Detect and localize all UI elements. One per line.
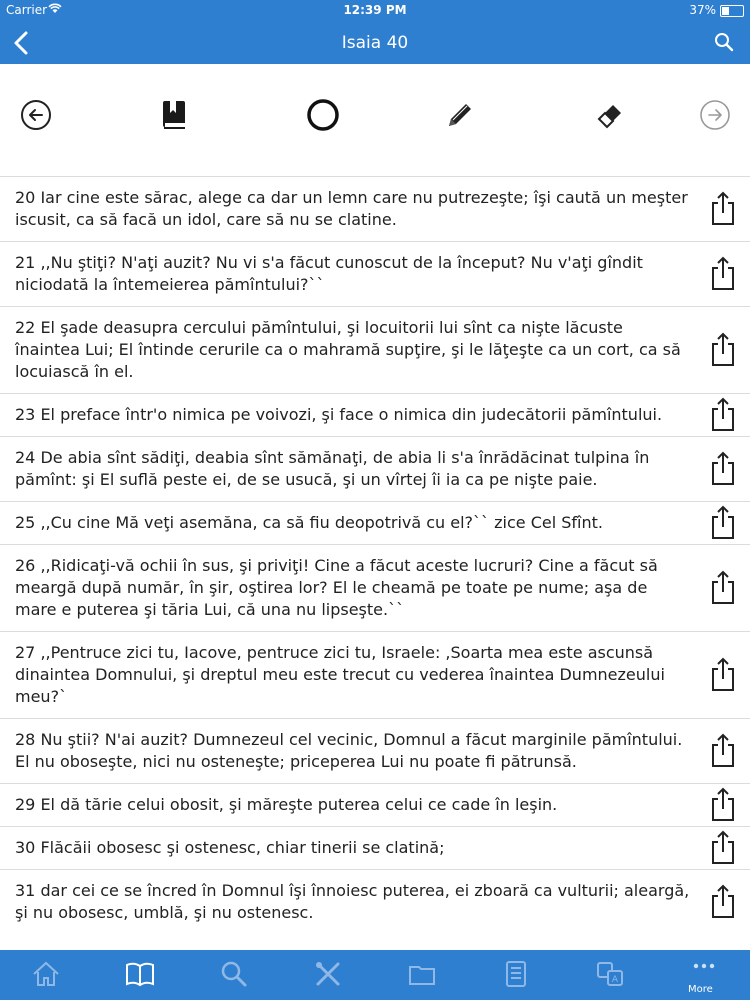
verse-row[interactable]	[0, 501, 750, 544]
tools-icon[interactable]	[310, 956, 346, 992]
verse-row[interactable]	[0, 176, 750, 241]
verse-list[interactable]	[0, 176, 750, 950]
translate-icon[interactable]	[592, 956, 628, 992]
share-icon[interactable]	[710, 569, 736, 605]
verse-row[interactable]	[0, 241, 750, 306]
share-icon[interactable]	[710, 450, 736, 486]
notes-icon[interactable]	[498, 956, 534, 992]
more-tab-label[interactable]: More	[688, 984, 713, 995]
verse-text: 20 Iar cine este sărac, alege ca dar un lemn care nu putrezeşte; îşi caută un meşter iscusit, ca să facă un idol, care să nu se clatine.	[15, 188, 688, 229]
share-icon[interactable]	[710, 656, 736, 692]
verse-text: 30 Flăcăii obosesc şi ostenesc, chiar tinerii se clatină;	[15, 838, 445, 857]
open-book-icon[interactable]	[122, 956, 158, 992]
share-icon[interactable]	[710, 829, 736, 865]
battery-icon	[720, 5, 744, 17]
verse-text: 28 Nu ştii? N'ai auzit? Dumnezeul cel vecinic, Domnul a făcut marginile pămîntului. El nu oboseşte, nici nu osteneşte; priceperea Lui nu poate fi pătrunsă.	[15, 730, 683, 771]
tab-bar	[0, 950, 750, 1000]
share-icon[interactable]	[710, 331, 736, 367]
page-title: Isaia 40	[341, 33, 409, 53]
verse-row[interactable]	[0, 826, 750, 869]
search-icon[interactable]	[714, 32, 734, 52]
verse-text: 22 El şade deasupra cercului pămîntului, şi locuitorii lui sînt ca nişte lăcuste înaintea Lui; El întinde cerurile ca o mahramă supţire, şi le lăţeşte ca un cort, ca să locuiască în el.	[15, 318, 681, 381]
verse-row[interactable]	[0, 393, 750, 436]
verse-text: 26 ,,Ridicaţi-vă ochii în sus, şi priviţi! Cine a făcut aceste lucruri? Cine a făcut să meargă după număr, în şir, oştirea lor? El le cheamă pe toate pe nume; aşa de mare e puterea şi tăria Lui, că una nu lipseşte.``	[15, 556, 658, 619]
share-icon[interactable]	[710, 786, 736, 822]
share-icon[interactable]	[710, 396, 736, 432]
circle-highlight-icon[interactable]	[306, 98, 340, 132]
previous-arrow-icon[interactable]	[19, 98, 53, 132]
share-icon[interactable]	[710, 883, 736, 919]
verse-row[interactable]	[0, 544, 750, 631]
share-icon[interactable]	[710, 732, 736, 768]
svg-text:A: A	[611, 975, 619, 985]
verse-toolbar	[0, 64, 750, 170]
next-arrow-icon[interactable]	[698, 98, 732, 132]
verse-row[interactable]	[0, 783, 750, 826]
verse-row[interactable]	[0, 436, 750, 501]
verse-text: 29 El dă tărie celui obosit, şi măreşte puterea celui ce cade în leşin.	[15, 795, 558, 814]
verse-row[interactable]	[0, 306, 750, 393]
verse-text: 24 De abia sînt sădiţi, deabia sînt sămănaţi, de abia li s'a înrădăcinat tulpina în pămînt: şi El suflă peste ei, de se usucă, şi un vîrtej îi ia ca pe nişte paie.	[15, 448, 650, 489]
eraser-icon[interactable]	[594, 98, 628, 132]
verse-text: 21 ,,Nu ştiţi? N'aţi auzit? Nu vi s'a făcut cunoscut de la început? Nu v'aţi gîndit niciodată la întemeierea pămîntului?``	[15, 253, 643, 294]
home-icon[interactable]	[28, 956, 64, 992]
nav-bar	[0, 22, 750, 64]
verse-row[interactable]	[0, 869, 750, 934]
search-tab-icon[interactable]	[216, 956, 252, 992]
carrier-label: Carrier	[6, 3, 48, 17]
verse-text: 23 El preface într'o nimica pe voivozi, şi face o nimica din judecătorii pămîntului.	[15, 405, 663, 424]
status-bar	[0, 0, 750, 22]
share-icon[interactable]	[710, 504, 736, 540]
share-icon[interactable]	[710, 255, 736, 291]
verse-row[interactable]	[0, 718, 750, 783]
bookmark-book-icon[interactable]	[157, 98, 191, 132]
folder-icon[interactable]	[404, 956, 440, 992]
pencil-icon[interactable]	[443, 98, 477, 132]
share-icon[interactable]	[710, 190, 736, 226]
verse-row[interactable]	[0, 631, 750, 718]
clock: 12:39 PM	[343, 3, 407, 17]
verse-text: 27 ,,Pentruce zici tu, Iacove, pentruce zici tu, Israele: ,Soarta mea este ascunsă dinaintea Domnului, şi dreptul meu este trecut cu vederea înaintea Dumnezeului meu?`	[15, 643, 665, 706]
verse-text: 31 dar cei ce se încred în Domnul îşi înnoiesc puterea, ei zboară ca vulturii; aleargă, şi nu obosesc, umblă, şi nu ostenesc.	[15, 881, 690, 922]
battery-percent: 37%	[689, 3, 716, 17]
verse-text: 25 ,,Cu cine Mă veţi asemăna, ca să fiu deopotrivă cu el?`` zice Cel Sfînt.	[15, 513, 603, 532]
